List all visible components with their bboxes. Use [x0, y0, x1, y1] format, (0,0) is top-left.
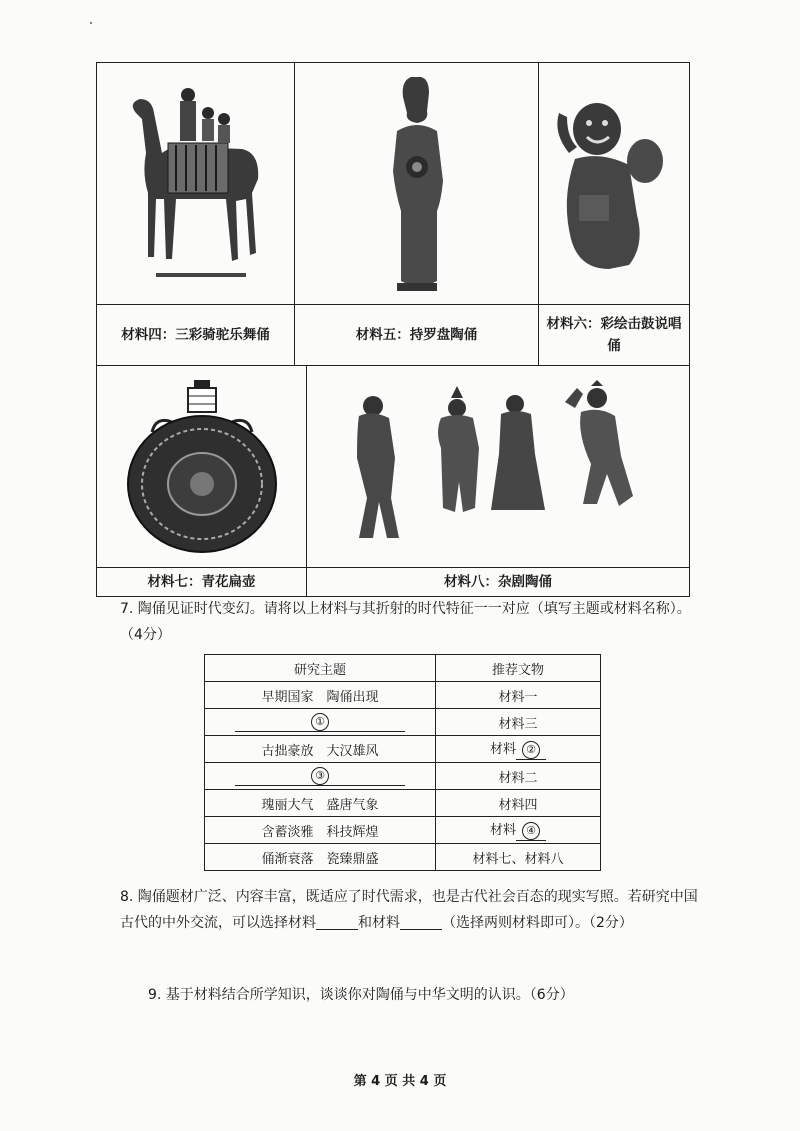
- answer-blank-3[interactable]: [235, 767, 405, 786]
- material-5-caption: 材料五：持罗盘陶俑: [295, 304, 538, 365]
- blank-marker: ①: [311, 713, 329, 731]
- question-7: 7. 陶俑见证时代变幻。请将以上材料与其折射的时代特征一一对应（填写主题或材料名称）。（4分）: [120, 601, 691, 643]
- theme-cell: 含蓄淡雅 科技辉煌: [205, 817, 436, 844]
- page-footer: 第 4 页 共 4 页: [353, 1074, 447, 1089]
- question-8-part3: （选择两则材料即可）。（2分）: [442, 915, 633, 931]
- answer-blank-2[interactable]: [516, 741, 546, 760]
- standing-figurine-photo: [295, 63, 538, 303]
- table-row: [205, 817, 601, 844]
- scan-speck: [90, 22, 92, 24]
- artifact-cell: 材料一: [436, 682, 601, 709]
- answer-blank-q8-a[interactable]: [316, 913, 358, 930]
- artifact-cell: 材料七、材料八: [436, 844, 601, 871]
- theme-cell: 俑渐衰落 瓷臻鼎盛: [205, 844, 436, 871]
- artifact-cell: [436, 736, 601, 763]
- table-header-row: [205, 655, 601, 682]
- artifact-cell: [436, 817, 601, 844]
- material-4-cell: [97, 63, 295, 365]
- artifact-cell: 材料四: [436, 790, 601, 817]
- blank-marker: ②: [522, 741, 540, 759]
- blank-marker: ④: [522, 822, 540, 840]
- theme-cell: 古拙豪放 大汉雄风: [205, 736, 436, 763]
- table-row: [205, 736, 601, 763]
- table-row: [205, 790, 601, 817]
- materials-row-1: [97, 63, 689, 366]
- material-4-caption: 材料四：三彩骑驼乐舞俑: [97, 304, 294, 365]
- material-6-caption: 材料六：彩绘击鼓说唱俑: [539, 304, 689, 365]
- table-row: [205, 682, 601, 709]
- theme-cell: [205, 763, 436, 790]
- theme-cell: [205, 709, 436, 736]
- question-8: [120, 884, 700, 936]
- answer-blank-q8-b[interactable]: [400, 913, 442, 930]
- material-5-cell: [295, 63, 539, 365]
- table-header-theme: 研究主题: [205, 655, 436, 682]
- materials-row-2: [97, 366, 689, 596]
- opera-figurines-photo: [307, 366, 689, 566]
- table-header-artifact: 推荐文物: [436, 655, 601, 682]
- flask-photo: [97, 366, 306, 566]
- materials-grid: [96, 62, 690, 597]
- theme-cell: 早期国家 陶俑出现: [205, 682, 436, 709]
- artifact-cell: 材料三: [436, 709, 601, 736]
- answer-blank-4[interactable]: [516, 822, 546, 841]
- material-8-cell: [307, 366, 689, 596]
- table-row: [205, 763, 601, 790]
- material-8-caption: 材料八：杂剧陶俑: [307, 567, 689, 596]
- artifact-prefix: 材料: [489, 823, 516, 838]
- theme-cell: 瑰丽大气 盛唐气象: [205, 790, 436, 817]
- camel-figurine-photo: [97, 63, 294, 303]
- theme-artifact-table: [204, 654, 601, 871]
- material-7-cell: [97, 366, 307, 596]
- material-6-cell: [539, 63, 689, 365]
- question-9: 9. 基于材料结合所学知识，谈谈你对陶俑与中华文明的认识。（6分）: [148, 987, 574, 1003]
- question-8-part2: 和材料: [358, 915, 400, 931]
- blank-marker: ③: [311, 767, 329, 785]
- question-8-part1: 8. 陶俑题材广泛、内容丰富，既适应了时代需求，也是古代社会百态的现实写照。若研究中国古代的中外交流，可以选择材料: [120, 889, 698, 931]
- artifact-prefix: 材料: [489, 742, 516, 757]
- material-7-caption: 材料七：青花扁壶: [97, 567, 306, 596]
- drummer-figurine-photo: [539, 63, 689, 303]
- table-row: [205, 709, 601, 736]
- answer-blank-1[interactable]: [235, 713, 405, 732]
- artifact-cell: 材料二: [436, 763, 601, 790]
- table-row: [205, 844, 601, 871]
